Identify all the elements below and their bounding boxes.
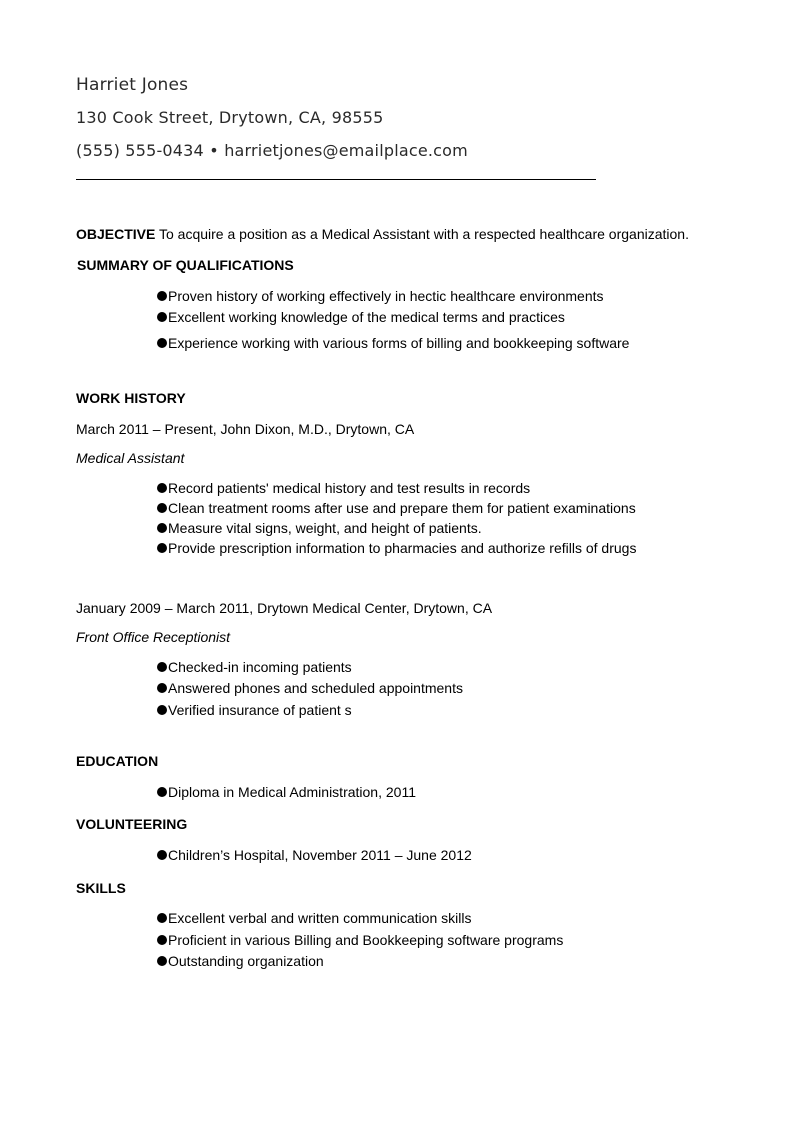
list-item: Diploma in Medical Administration, 2011: [157, 783, 416, 801]
education-heading: EDUCATION: [76, 753, 159, 769]
list-item: Verified insurance of patient s: [157, 701, 352, 719]
job-title: Front Office Receptionist: [76, 629, 231, 645]
header-divider: [76, 179, 596, 180]
volunteering-heading: VOLUNTEERING: [76, 816, 188, 832]
list-item: Answered phones and scheduled appointments: [157, 679, 463, 697]
list-item: Record patients' medical history and test results in records: [157, 479, 530, 497]
bullet-icon: [157, 956, 167, 966]
list-item: Children’s Hospital, November 2011 – June 2012: [157, 846, 472, 864]
bullet-icon: [157, 312, 167, 322]
job-title: Medical Assistant: [76, 450, 185, 466]
bullet-icon: [157, 705, 167, 715]
objective-line: [76, 225, 689, 243]
bullet-icon: [157, 662, 167, 672]
list-item: Measure vital signs, weight, and height of patients.: [157, 519, 482, 537]
applicant-name: Harriet Jones: [76, 75, 189, 95]
objective-heading: OBJECTIVE: [76, 226, 156, 242]
bullet-icon: [157, 523, 167, 533]
bullet-icon: [157, 935, 167, 945]
list-item: Outstanding organization: [157, 952, 324, 970]
bullet-icon: [157, 913, 167, 923]
skills-heading: SKILLS: [76, 880, 126, 896]
bullet-icon: [157, 483, 167, 493]
bullet-icon: [157, 291, 167, 301]
email-address: harrietjones@emailplace.com: [224, 141, 468, 160]
separator-bullet: •: [209, 141, 219, 160]
summary-heading: SUMMARY OF QUALIFICATIONS: [77, 257, 294, 273]
bullet-icon: [157, 850, 167, 860]
bullet-icon: [157, 338, 167, 348]
phone-number: (555) 555-0434: [76, 141, 204, 160]
objective-text: To acquire a position as a Medical Assistant with a respected healthcare organization.: [159, 226, 689, 242]
work-history-heading: WORK HISTORY: [76, 390, 186, 406]
job-dates-employer: March 2011 – Present, John Dixon, M.D., Drytown, CA: [76, 421, 415, 437]
list-item: Provide prescription information to pharmacies and authorize refills of drugs: [157, 539, 636, 557]
job-dates-employer: January 2009 – March 2011, Drytown Medical Center, Drytown, CA: [76, 600, 493, 616]
bullet-icon: [157, 503, 167, 513]
list-item: Checked-in incoming patients: [157, 658, 352, 676]
bullet-icon: [157, 683, 167, 693]
list-item: Experience working with various forms of billing and bookkeeping software: [157, 334, 629, 352]
list-item: Proficient in various Billing and Bookkeeping software programs: [157, 931, 563, 949]
list-item: Excellent working knowledge of the medical terms and practices: [157, 308, 565, 326]
bullet-icon: [157, 787, 167, 797]
contact-line: [76, 141, 468, 160]
applicant-address: 130 Cook Street, Drytown, CA, 98555: [76, 108, 384, 127]
bullet-icon: [157, 543, 167, 553]
list-item: Clean treatment rooms after use and prepare them for patient examinations: [157, 499, 636, 517]
list-item: Proven history of working effectively in hectic healthcare environments: [157, 287, 604, 305]
list-item: Excellent verbal and written communication skills: [157, 909, 471, 927]
